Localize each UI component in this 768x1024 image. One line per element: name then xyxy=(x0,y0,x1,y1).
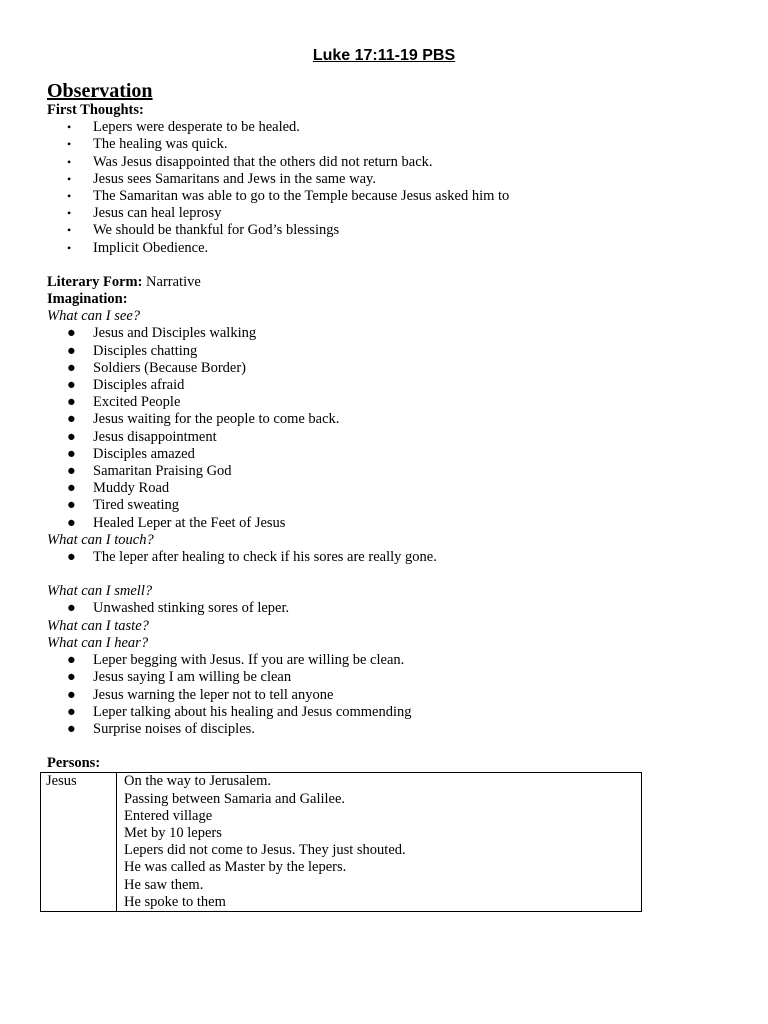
list-item-text: The leper after healing to check if his sores are really gone. xyxy=(93,549,437,566)
bullet-icon: ● xyxy=(67,428,76,445)
see-list xyxy=(47,325,727,531)
hear-list xyxy=(47,652,727,738)
list-item xyxy=(47,222,727,239)
spacer xyxy=(47,738,727,755)
bullet-icon: ● xyxy=(67,463,76,480)
first-thoughts-list xyxy=(47,119,727,257)
bullet-icon: ● xyxy=(67,703,76,720)
list-item-text: Implicit Obedience. xyxy=(93,239,209,256)
list-item-text: Muddy Road xyxy=(93,480,170,497)
list-item-text: Excited People xyxy=(93,394,181,411)
list-item-text: Tired sweating xyxy=(93,497,180,514)
first-thoughts-heading: First Thoughts: xyxy=(47,102,144,118)
bullet-icon: ● xyxy=(67,394,76,411)
bullet-icon: ● xyxy=(67,411,76,428)
list-item xyxy=(47,325,727,342)
list-item-text: Leper begging with Jesus. If you are willing be clean. xyxy=(93,652,405,669)
list-item xyxy=(47,549,727,566)
taste-question: What can I taste? xyxy=(47,617,149,634)
bullet-icon: ● xyxy=(67,480,76,497)
bullet-icon: ● xyxy=(67,600,76,617)
person-note: He saw them. xyxy=(124,876,204,893)
title-wrap xyxy=(0,46,768,66)
person-note: He spoke to them xyxy=(124,893,226,910)
bullet-icon: ● xyxy=(67,377,76,394)
bullet-icon: ● xyxy=(67,445,76,462)
spacer xyxy=(47,566,727,583)
list-item-text: Jesus sees Samaritans and Jews in the same way. xyxy=(93,170,376,187)
list-item xyxy=(47,240,727,257)
bullet-icon: ● xyxy=(67,359,76,376)
observation-heading: Observation xyxy=(47,80,153,102)
bullet-icon: ● xyxy=(67,652,76,669)
bullet-icon: • xyxy=(67,189,72,204)
list-item xyxy=(47,136,727,153)
list-item-text: Unwashed stinking sores of leper. xyxy=(93,600,290,617)
person-note: On the way to Jerusalem. xyxy=(124,773,271,790)
literary-form-value: Narrative xyxy=(142,273,201,290)
bullet-icon: • xyxy=(67,137,72,152)
person-note: Lepers did not come to Jesus. They just shouted. xyxy=(124,842,406,859)
list-item-text: Soldiers (Because Border) xyxy=(93,359,247,376)
bullet-icon: ● xyxy=(67,342,76,359)
list-item xyxy=(47,704,727,721)
list-item xyxy=(47,721,727,738)
person-note: Met by 10 lepers xyxy=(124,824,222,841)
list-item-text: Jesus waiting for the people to come back. xyxy=(93,411,340,428)
list-item xyxy=(47,463,727,480)
touch-question: What can I touch? xyxy=(47,531,154,548)
person-name: Jesus xyxy=(41,773,117,912)
list-item-text: Was Jesus disappointed that the others did not return back. xyxy=(93,153,433,170)
literary-form-label: Literary Form: xyxy=(47,273,143,290)
person-notes xyxy=(117,773,642,912)
bullet-icon: • xyxy=(67,154,72,169)
person-note: Entered village xyxy=(124,807,213,824)
list-item xyxy=(47,669,727,686)
list-item xyxy=(47,188,727,205)
imagination-heading: Imagination: xyxy=(47,291,128,308)
list-item xyxy=(47,446,727,463)
smell-question: What can I smell? xyxy=(47,583,153,600)
bullet-icon: • xyxy=(67,206,72,221)
list-item-text: Jesus and Disciples walking xyxy=(93,325,257,342)
bullet-icon: ● xyxy=(67,514,76,531)
spacer xyxy=(47,257,727,274)
list-item-text: Leper talking about his healing and Jesus commending xyxy=(93,703,412,720)
bullet-icon: ● xyxy=(67,497,76,514)
bullet-icon: ● xyxy=(67,669,76,686)
person-note: He was called as Master by the lepers. xyxy=(124,859,347,876)
list-item-text: Surprise noises of disciples. xyxy=(93,720,255,737)
list-item-text: The healing was quick. xyxy=(93,136,228,153)
list-item xyxy=(47,154,727,171)
list-item-text: Jesus can heal leprosy xyxy=(93,205,222,222)
list-item xyxy=(47,394,727,411)
touch-list xyxy=(47,549,727,566)
persons-table xyxy=(40,772,642,912)
literary-form xyxy=(47,274,727,291)
bullet-icon: • xyxy=(67,240,72,255)
bullet-icon: • xyxy=(67,223,72,238)
list-item xyxy=(47,480,727,497)
document-title: Luke 17:11-19 PBS xyxy=(312,47,456,64)
list-item xyxy=(47,205,727,222)
list-item xyxy=(47,171,727,188)
bullet-icon: ● xyxy=(67,686,76,703)
list-item-text: Jesus disappointment xyxy=(93,428,217,445)
list-item xyxy=(47,429,727,446)
bullet-icon: • xyxy=(67,120,72,135)
list-item-text: Jesus warning the leper not to tell anyone xyxy=(93,686,334,703)
list-item-text: We should be thankful for God’s blessings xyxy=(93,222,340,239)
list-item-text: Disciples amazed xyxy=(93,445,195,462)
list-item xyxy=(47,119,727,136)
list-item-text: Disciples afraid xyxy=(93,377,185,394)
person-note: Passing between Samaria and Galilee. xyxy=(124,790,346,807)
list-item xyxy=(47,411,727,428)
list-item xyxy=(47,687,727,704)
list-item xyxy=(47,343,727,360)
list-item-text: Healed Leper at the Feet of Jesus xyxy=(93,514,286,531)
list-item-text: Samaritan Praising God xyxy=(93,463,232,480)
see-question: What can I see? xyxy=(47,308,141,325)
list-item-text: Lepers were desperate to be healed. xyxy=(93,119,300,136)
bullet-icon: ● xyxy=(67,720,76,737)
list-item xyxy=(47,652,727,669)
smell-list xyxy=(47,600,727,617)
list-item-text: The Samaritan was able to go to the Temple because Jesus asked him to xyxy=(93,188,510,205)
persons-heading: Persons: xyxy=(47,755,101,772)
table-row xyxy=(41,773,642,912)
list-item-text: Disciples chatting xyxy=(93,342,198,359)
list-item xyxy=(47,377,727,394)
list-item xyxy=(47,360,727,377)
bullet-icon: ● xyxy=(67,549,76,566)
list-item-text: Jesus saying I am willing be clean xyxy=(93,669,292,686)
list-item xyxy=(47,600,727,617)
hear-question: What can I hear? xyxy=(47,634,149,651)
bullet-icon: • xyxy=(67,171,72,186)
page xyxy=(47,80,727,912)
bullet-icon: ● xyxy=(67,325,76,342)
list-item xyxy=(47,497,727,514)
list-item xyxy=(47,515,727,532)
